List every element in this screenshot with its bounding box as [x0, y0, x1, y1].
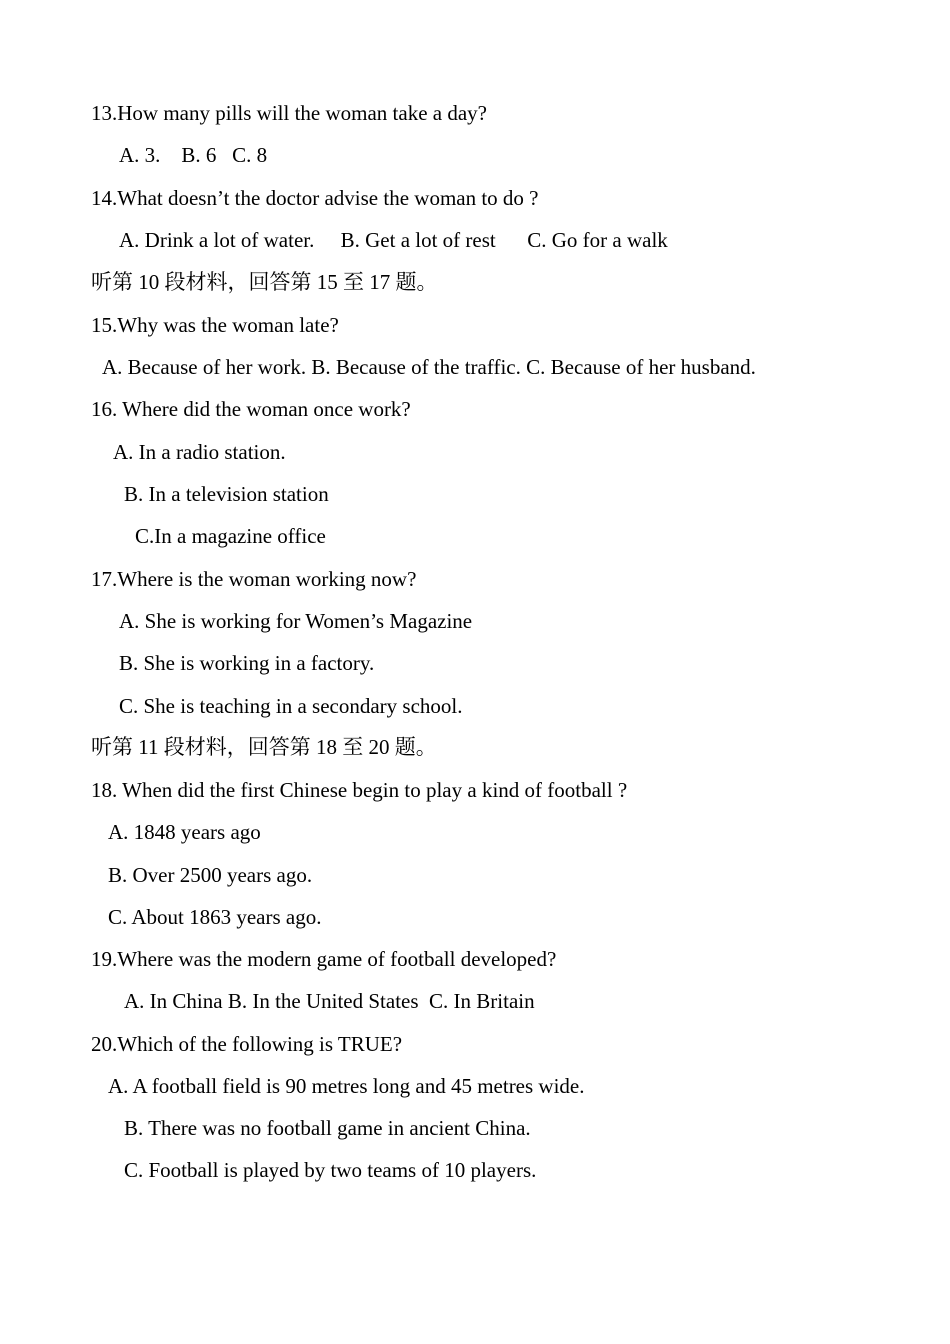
question-16: 16. Where did the woman once work? — [91, 397, 411, 421]
question-17-option-a: A. She is working for Women’s Magazine — [119, 609, 473, 633]
question-14-options: A. Drink a lot of water. B. Get a lot of rest C. Go for a walk — [119, 228, 668, 252]
question-18-option-a: A. 1848 years ago — [108, 820, 261, 844]
question-18-option-c: C. About 1863 years ago. — [108, 905, 322, 929]
question-18-option-b: B. Over 2500 years ago. — [108, 863, 313, 887]
question-18: 18. When did the first Chinese begin to play a kind of football ? — [91, 778, 628, 802]
section-instruction-10: 听第 10 段材料，回答第 15 至 17 题。 — [91, 270, 438, 294]
question-16-option-a: A. In a radio station. — [113, 440, 286, 464]
question-16-option-b: B. In a television station — [124, 482, 329, 506]
question-13-options: A. 3. B. 6 C. 8 — [119, 143, 268, 167]
question-17-option-c: C. She is teaching in a secondary school. — [119, 694, 463, 718]
question-13: 13.How many pills will the woman take a day? — [91, 101, 487, 125]
question-19: 19.Where was the modern game of football developed? — [91, 947, 557, 971]
question-20-option-b: B. There was no football game in ancient China. — [124, 1116, 531, 1140]
question-19-options: A. In China B. In the United States C. In Britain — [124, 989, 535, 1013]
question-15: 15.Why was the woman late? — [91, 313, 339, 337]
question-16-option-c: C.In a magazine office — [135, 524, 326, 548]
question-14: 14.What doesn’t the doctor advise the woman to do ? — [91, 186, 539, 210]
section-instruction-11: 听第 11 段材料，回答第 18 至 20 题。 — [91, 735, 437, 759]
question-20-option-a: A. A football field is 90 metres long and 45 metres wide. — [108, 1074, 585, 1098]
question-17: 17.Where is the woman working now? — [91, 567, 417, 591]
question-20-option-c: C. Football is played by two teams of 10 players. — [124, 1158, 537, 1182]
question-15-options: A. Because of her work. B. Because of the traffic. C. Because of her husband. — [102, 355, 756, 379]
question-17-option-b: B. She is working in a factory. — [119, 651, 375, 675]
question-20: 20.Which of the following is TRUE? — [91, 1032, 403, 1056]
